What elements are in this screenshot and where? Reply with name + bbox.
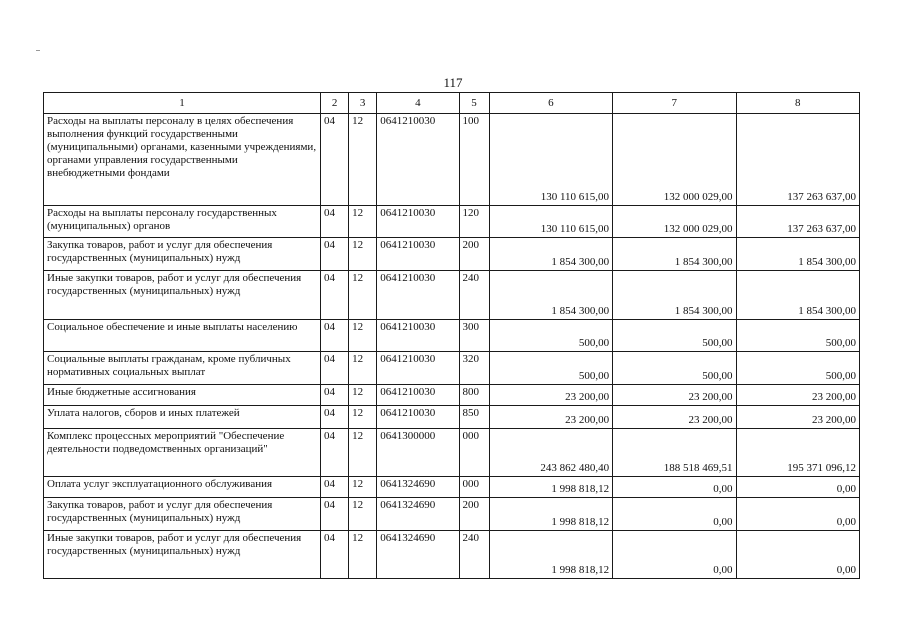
row-amount-col7: 132 000 029,00 (613, 114, 736, 206)
row-target-code: 0641210030 (377, 238, 459, 271)
row-amount-col7: 1 854 300,00 (613, 238, 736, 271)
table-row (44, 429, 860, 477)
row-amount-col6: 1 998 818,12 (489, 498, 612, 531)
table-row (44, 114, 860, 206)
row-section: 04 (321, 429, 349, 477)
row-expense-type: 100 (459, 114, 489, 206)
row-amount-col7: 500,00 (613, 352, 736, 385)
row-amount-col8: 500,00 (736, 352, 859, 385)
row-amount-col8: 137 263 637,00 (736, 114, 859, 206)
row-target-code: 0641210030 (377, 352, 459, 385)
row-amount-col6: 243 862 480,40 (489, 429, 612, 477)
row-expense-type: 240 (459, 531, 489, 579)
table-row (44, 498, 860, 531)
row-subsection: 12 (349, 114, 377, 206)
row-amount-col8: 1 854 300,00 (736, 271, 859, 320)
header-cell: 5 (459, 93, 489, 114)
row-section: 04 (321, 238, 349, 271)
row-amount-col8: 23 200,00 (736, 385, 859, 406)
row-name: Иные бюджетные ассигнования (44, 385, 321, 406)
row-target-code: 0641210030 (377, 271, 459, 320)
row-expense-type: 300 (459, 320, 489, 352)
row-name: Закупка товаров, работ и услуг для обеспечения государственных (муниципальных) нужд (44, 238, 321, 271)
row-amount-col7: 132 000 029,00 (613, 206, 736, 238)
header-cell: 4 (377, 93, 459, 114)
row-expense-type: 200 (459, 238, 489, 271)
row-section: 04 (321, 498, 349, 531)
budget-table (43, 92, 860, 579)
row-section: 04 (321, 385, 349, 406)
table-row (44, 238, 860, 271)
table-row (44, 406, 860, 429)
row-amount-col8: 0,00 (736, 477, 859, 498)
row-amount-col8: 500,00 (736, 320, 859, 352)
row-subsection: 12 (349, 429, 377, 477)
row-amount-col7: 0,00 (613, 531, 736, 579)
page-number: 117 (443, 75, 463, 90)
row-target-code: 0641210030 (377, 114, 459, 206)
row-subsection: 12 (349, 206, 377, 238)
table-row (44, 385, 860, 406)
row-name: Расходы на выплаты персоналу в целях обеспечения выполнения функций государственными (муниципальными) органами, казенными учреждениями, органами управления государственными внебюджетными фондами (44, 114, 321, 206)
row-expense-type: 120 (459, 206, 489, 238)
row-target-code: 0641210030 (377, 206, 459, 238)
header-cell: 8 (736, 93, 859, 114)
table-row (44, 320, 860, 352)
row-amount-col8: 23 200,00 (736, 406, 859, 429)
row-amount-col7: 23 200,00 (613, 406, 736, 429)
row-expense-type: 850 (459, 406, 489, 429)
header-cell: 6 (489, 93, 612, 114)
row-amount-col8: 0,00 (736, 531, 859, 579)
scan-mark (36, 50, 40, 51)
row-name: Уплата налогов, сборов и иных платежей (44, 406, 321, 429)
row-expense-type: 200 (459, 498, 489, 531)
row-amount-col8: 0,00 (736, 498, 859, 531)
row-amount-col8: 195 371 096,12 (736, 429, 859, 477)
row-name: Иные закупки товаров, работ и услуг для обеспечения государственных (муниципальных) нужд (44, 531, 321, 579)
row-subsection: 12 (349, 531, 377, 579)
row-amount-col7: 0,00 (613, 477, 736, 498)
row-target-code: 0641324690 (377, 477, 459, 498)
row-expense-type: 800 (459, 385, 489, 406)
row-section: 04 (321, 206, 349, 238)
row-subsection: 12 (349, 385, 377, 406)
table-row (44, 206, 860, 238)
row-section: 04 (321, 114, 349, 206)
row-amount-col6: 23 200,00 (489, 385, 612, 406)
row-expense-type: 000 (459, 477, 489, 498)
row-amount-col6: 130 110 615,00 (489, 114, 612, 206)
row-subsection: 12 (349, 406, 377, 429)
row-expense-type: 320 (459, 352, 489, 385)
table-header-row (44, 93, 860, 114)
row-amount-col7: 500,00 (613, 320, 736, 352)
header-cell: 7 (613, 93, 736, 114)
row-target-code: 0641210030 (377, 406, 459, 429)
row-section: 04 (321, 271, 349, 320)
row-amount-col6: 23 200,00 (489, 406, 612, 429)
row-amount-col6: 1 998 818,12 (489, 531, 612, 579)
row-section: 04 (321, 352, 349, 385)
row-amount-col6: 1 854 300,00 (489, 238, 612, 271)
header-cell: 2 (321, 93, 349, 114)
row-section: 04 (321, 531, 349, 579)
row-name: Социальное обеспечение и иные выплаты населению (44, 320, 321, 352)
row-subsection: 12 (349, 498, 377, 531)
row-expense-type: 000 (459, 429, 489, 477)
row-amount-col6: 1 854 300,00 (489, 271, 612, 320)
row-target-code: 0641324690 (377, 498, 459, 531)
row-amount-col6: 1 998 818,12 (489, 477, 612, 498)
row-target-code: 0641300000 (377, 429, 459, 477)
row-amount-col7: 1 854 300,00 (613, 271, 736, 320)
row-subsection: 12 (349, 352, 377, 385)
row-name: Закупка товаров, работ и услуг для обеспечения государственных (муниципальных) нужд (44, 498, 321, 531)
row-section: 04 (321, 477, 349, 498)
table-row (44, 352, 860, 385)
row-amount-col6: 500,00 (489, 320, 612, 352)
row-section: 04 (321, 406, 349, 429)
row-amount-col7: 188 518 469,51 (613, 429, 736, 477)
row-subsection: 12 (349, 238, 377, 271)
row-subsection: 12 (349, 477, 377, 498)
row-amount-col8: 1 854 300,00 (736, 238, 859, 271)
row-section: 04 (321, 320, 349, 352)
header-cell: 3 (349, 93, 377, 114)
row-amount-col6: 500,00 (489, 352, 612, 385)
row-name: Расходы на выплаты персоналу государственных (муниципальных) органов (44, 206, 321, 238)
row-name: Социальные выплаты гражданам, кроме публичных нормативных социальных выплат (44, 352, 321, 385)
row-amount-col8: 137 263 637,00 (736, 206, 859, 238)
row-subsection: 12 (349, 271, 377, 320)
row-amount-col7: 0,00 (613, 498, 736, 531)
row-expense-type: 240 (459, 271, 489, 320)
row-target-code: 0641210030 (377, 385, 459, 406)
table-row (44, 531, 860, 579)
table-row (44, 271, 860, 320)
row-target-code: 0641210030 (377, 320, 459, 352)
row-target-code: 0641324690 (377, 531, 459, 579)
table-row (44, 477, 860, 498)
header-cell: 1 (44, 93, 321, 114)
row-amount-col6: 130 110 615,00 (489, 206, 612, 238)
row-name: Оплата услуг эксплуатационного обслуживания (44, 477, 321, 498)
row-amount-col7: 23 200,00 (613, 385, 736, 406)
row-subsection: 12 (349, 320, 377, 352)
row-name: Иные закупки товаров, работ и услуг для обеспечения государственных (муниципальных) нужд (44, 271, 321, 320)
row-name: Комплекс процессных мероприятий "Обеспечение деятельности подведомственных организаций" (44, 429, 321, 477)
